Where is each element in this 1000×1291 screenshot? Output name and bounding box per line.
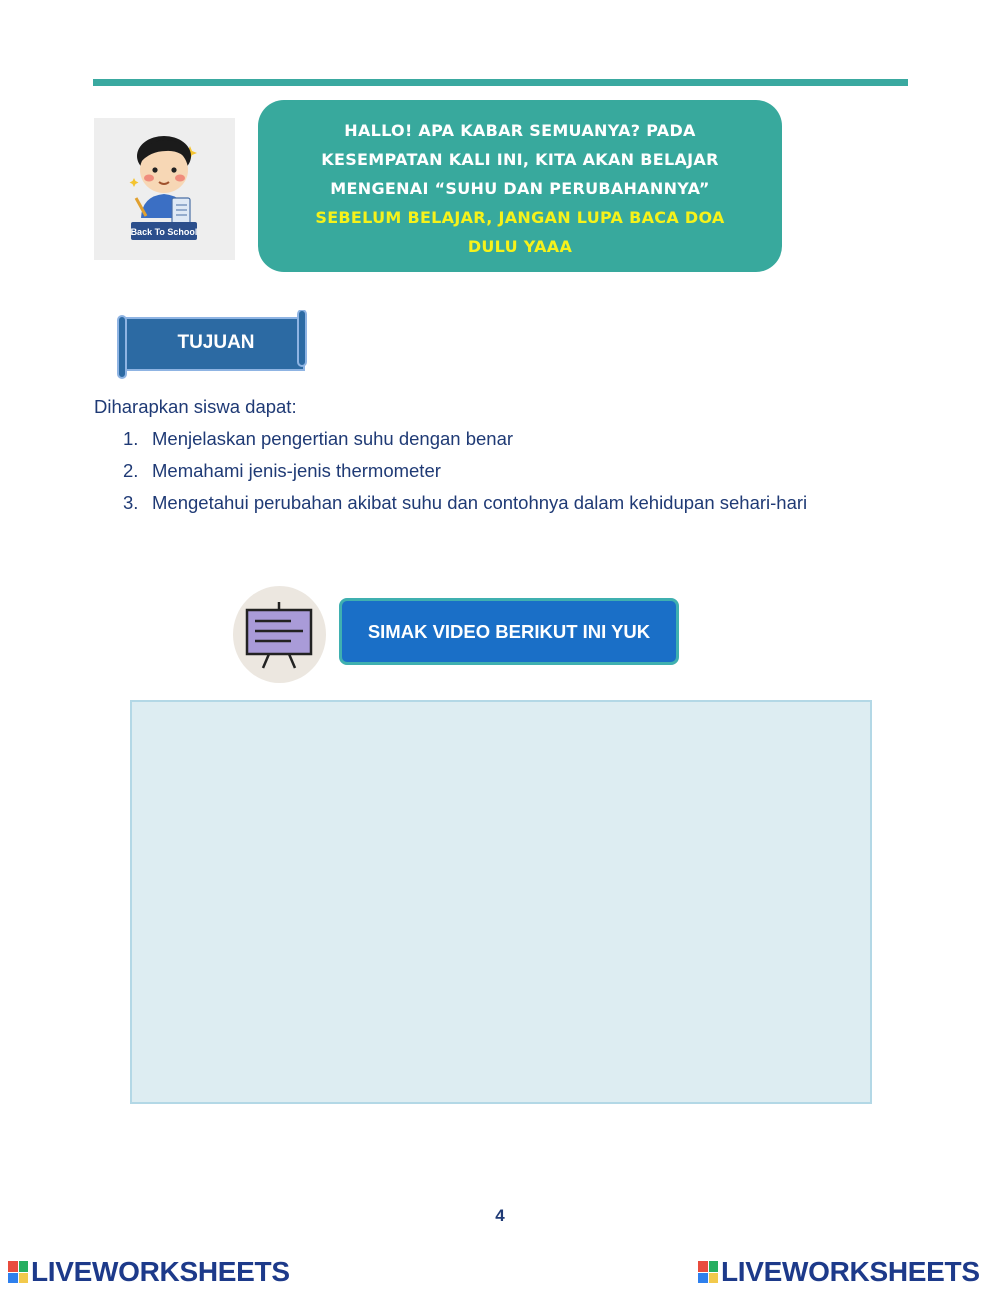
list-item <box>123 426 807 458</box>
liveworksheets-logo-icon <box>698 1261 718 1283</box>
greeting-line-2: KESEMPATAN KALI INI, KITA AKAN BELAJAR <box>321 150 719 169</box>
list-item <box>123 458 807 490</box>
brand-text: LIVEWORKSHEETS <box>31 1256 290 1287</box>
list-item-number: 1. <box>123 428 139 449</box>
list-item-text: Memahami jenis-jenis thermometer <box>152 460 441 481</box>
student-avatar-image <box>94 118 235 260</box>
greeting-line-4: SEBELUM BELAJAR, JANGAN LUPA BACA DOA <box>315 208 725 227</box>
watch-video-button[interactable]: SIMAK VIDEO BERIKUT INI YUK <box>339 598 679 665</box>
objective-heading: TUJUAN <box>177 332 255 353</box>
objective-list <box>123 426 807 522</box>
list-item <box>123 490 807 522</box>
list-item-text: Menjelaskan pengertian suhu dengan benar <box>152 428 514 449</box>
liveworksheets-logo-icon <box>8 1261 28 1283</box>
svg-text:Back To School: Back To School <box>130 227 198 237</box>
greeting-line-5: DULU YAAA <box>467 237 573 256</box>
list-item-number: 2. <box>123 460 139 481</box>
list-item-number: 3. <box>123 492 139 513</box>
header-rule <box>93 79 908 86</box>
presentation-board-icon <box>233 586 326 683</box>
greeting-line-3: MENGENAI “SUHU DAN PERUBAHANNYA” <box>330 179 710 198</box>
brand-text: LIVEWORKSHEETS <box>721 1256 980 1287</box>
video-embed-placeholder[interactable] <box>130 700 872 1104</box>
brand-logo-left <box>8 1256 290 1288</box>
list-item-text: Mengetahui perubahan akibat suhu dan contohnya dalam kehidupan sehari-hari <box>152 492 808 513</box>
page-number: 4 <box>495 1206 505 1225</box>
objective-intro: Diharapkan siswa dapat: <box>94 396 297 417</box>
brand-logo-right <box>698 1256 980 1288</box>
greeting-banner <box>258 100 782 272</box>
greeting-line-1: HALLO! APA KABAR SEMUANYA? PADA <box>344 121 696 140</box>
